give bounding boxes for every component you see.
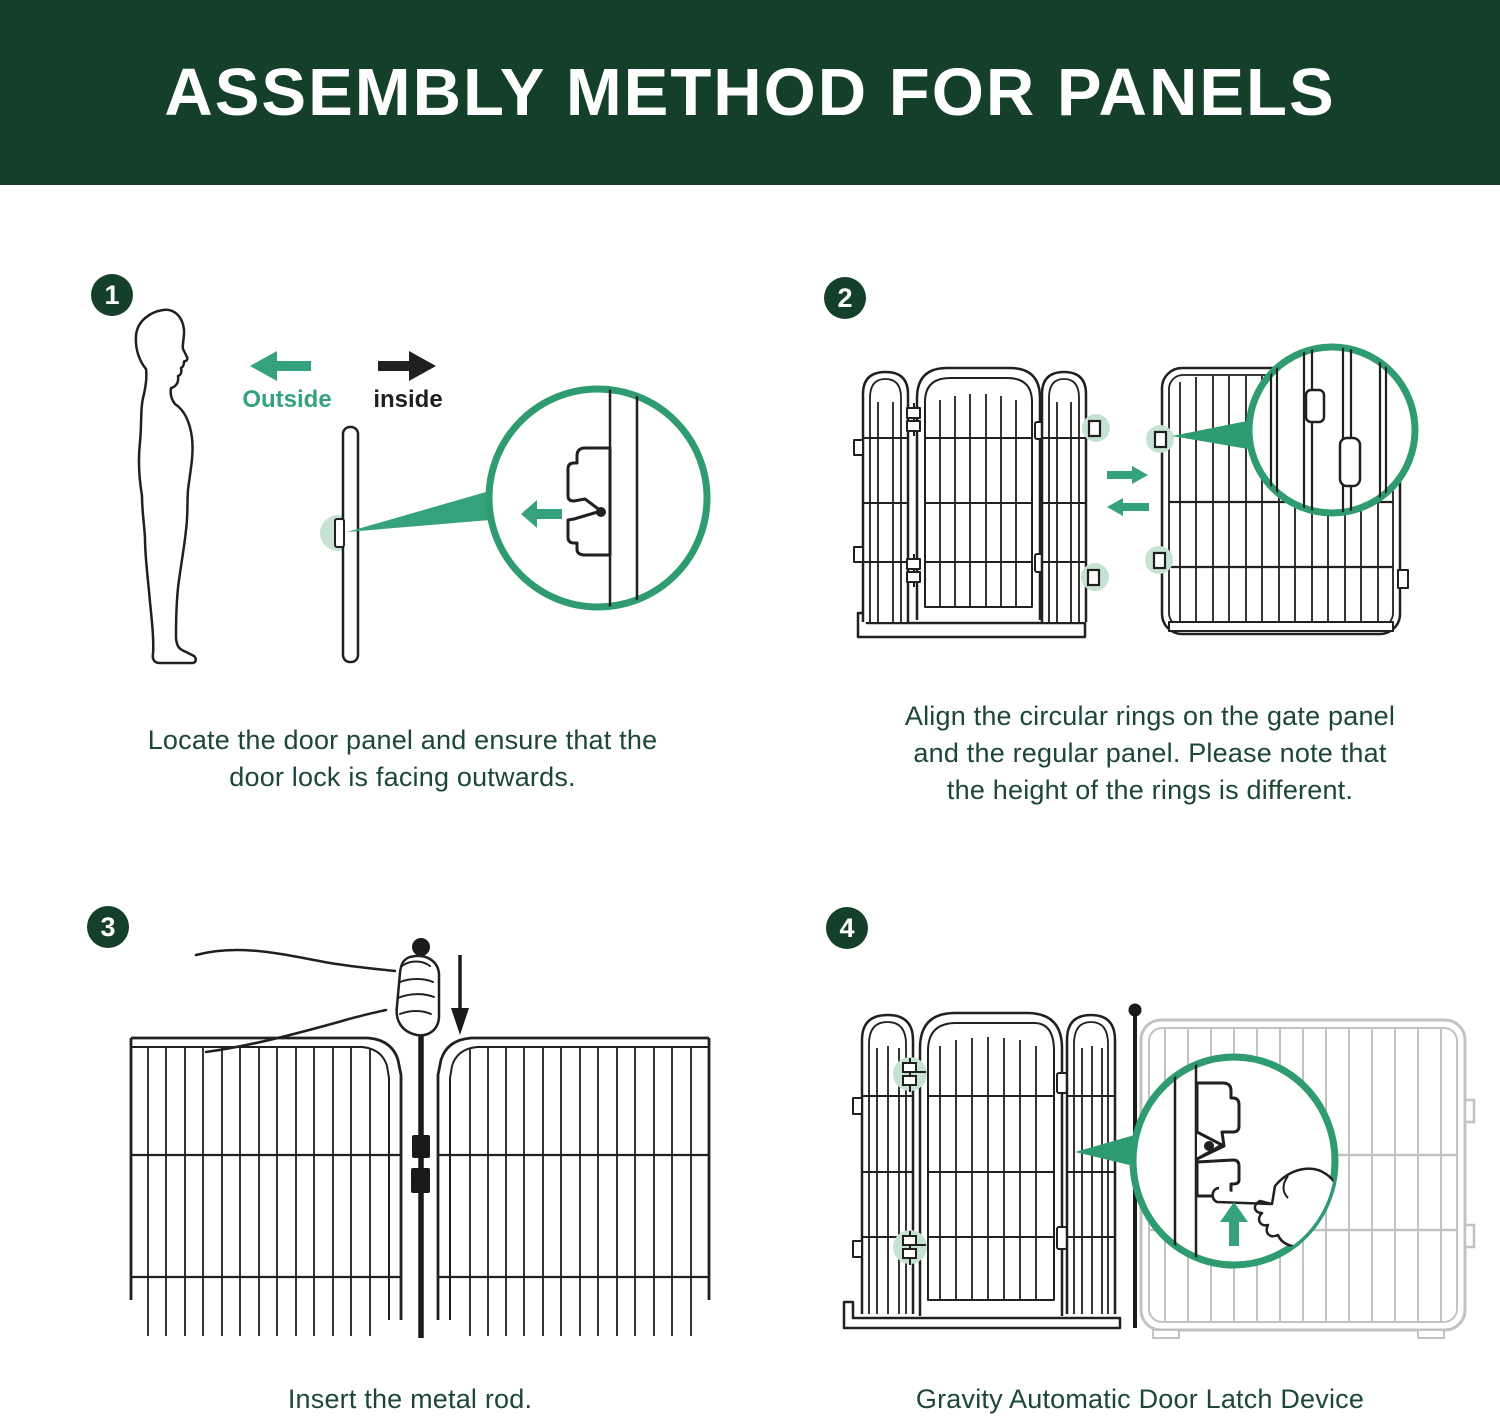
header-banner	[0, 0, 1500, 185]
gate-panel-group	[844, 1013, 1120, 1328]
join-arrows-icon	[1107, 466, 1149, 516]
step-3-caption: Insert the metal rod.	[287, 1384, 533, 1414]
inside-label: inside	[373, 386, 443, 413]
inside-arrow-icon	[378, 351, 436, 381]
step-3-badge: 3	[87, 906, 129, 948]
step-4-caption: Gravity Automatic Door Latch Device	[915, 1384, 1365, 1414]
step-2-illustration	[820, 270, 1480, 670]
door-lock	[335, 519, 344, 547]
step-1-illustration	[80, 270, 740, 670]
step-4-badge: 4	[826, 907, 868, 949]
step-4-illustration	[820, 900, 1500, 1360]
step-3-illustration	[80, 900, 740, 1360]
magnifier-callout	[347, 492, 490, 532]
down-arrow-icon	[451, 955, 469, 1035]
step-2-badge: 2	[824, 277, 866, 319]
outside-label: Outside	[242, 386, 332, 413]
door-panel	[343, 427, 358, 662]
outside-arrow-icon	[250, 351, 311, 381]
step-1-badge: 1	[91, 274, 133, 316]
gate-panel-group	[854, 368, 1086, 637]
person-silhouette-icon	[136, 310, 196, 663]
magnifier-circle	[1249, 347, 1415, 513]
step-1-caption: Locate the door panel and ensure that the door lock is facing outwards.	[147, 725, 658, 792]
step-2-caption: Align the circular rings on the gate panel and the regular panel. Please note that the height of the rings is different.	[904, 701, 1396, 805]
page-title: ASSEMBLY METHOD FOR PANELS	[164, 55, 1336, 130]
